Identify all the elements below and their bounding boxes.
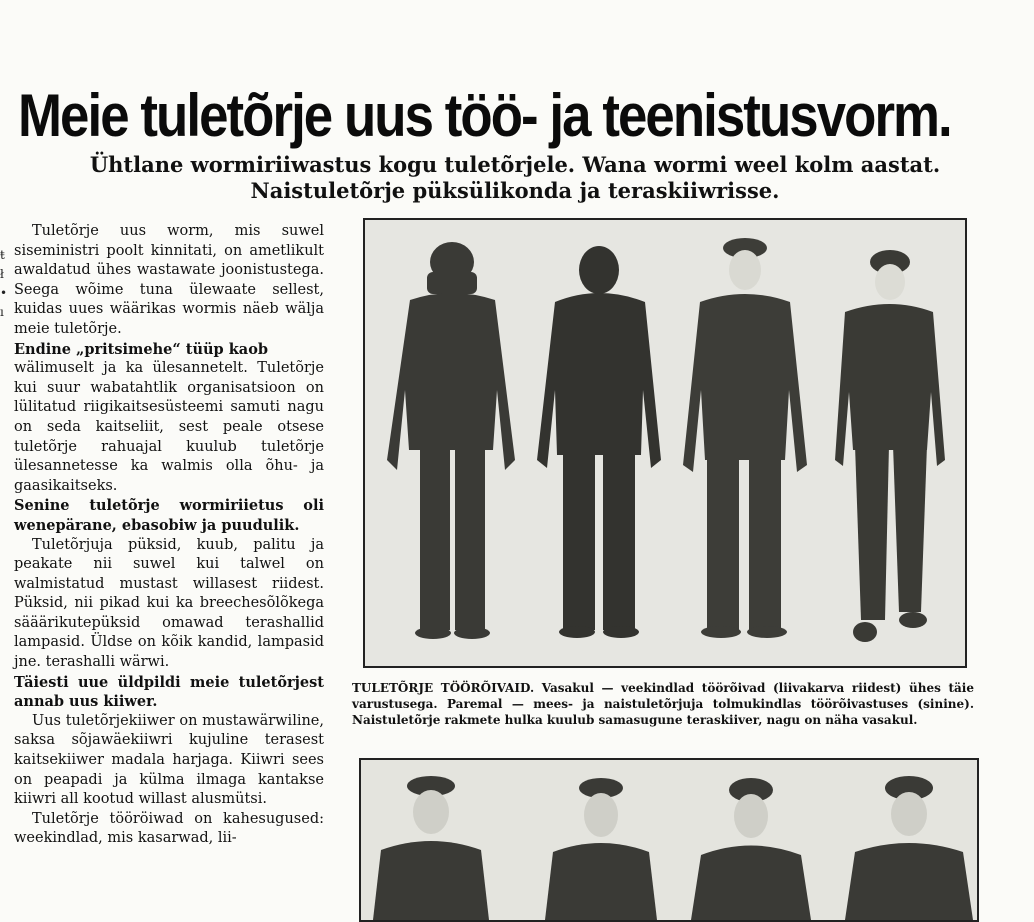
headline: Meie tuletõrje uus töö- ja teenistusvorm. bbox=[18, 82, 951, 149]
lead-line: Endine „pritsimehe“ tüüp kaob bbox=[14, 340, 268, 358]
margin-fragments: ŧ ł • ı bbox=[0, 248, 8, 319]
uniform-figures-illustration bbox=[365, 220, 965, 666]
uniform-photo-bottom bbox=[359, 758, 979, 922]
paragraph: Tuletõrje uus worm, mis suwel siseministri poolt kinnitati, on ametlikult awaldatud ühes wastawate joonistustega. Seega wõime tuna ülewaate sellest, kuidas uues wäärikas wormis näeb wälja meie tuletõrje. bbox=[14, 223, 324, 337]
officers-illustration bbox=[361, 760, 977, 920]
paragraph: wälimuselt ja ka ülesannetelt. Tuletõrje kui suur wabatahtlik organisatsioon on lülitatud riigikaitsesüsteemi samuti nagu on seda kaitseliit, sest peale otsese tuletõrje rahuajal kuulub tuletõrje ülesannetesse ka walmis olla õhu- ja gaasikaitseks. bbox=[14, 360, 324, 494]
subheadline: Ühtlane wormiriiwastus kogu tuletõrjele. Wana wormi weel kolm aastat. Naistuletõrje püksülikonda ja teraskiiwrisse. bbox=[89, 152, 941, 203]
paragraph: Tuletõrjuja püksid, kuub, palitu ja peakate nii suwel kui talwel on walmistatud mustast willasest riidest. Püksid, nii pikad kui ka breechesõlõkega sääärikutepüksid omawad terashallid lampasid. Üldse on kõik kandid, lampasid jne. terashalli wärwi. bbox=[14, 536, 324, 671]
article-body bbox=[14, 222, 324, 849]
lead-line: Senine tuletõrje wormiriietus oli wenepärane, ebasobiw ja puudulik. bbox=[14, 497, 324, 534]
paragraph: Uus tuletõrjekiiwer on mustawärwiline, saksa sõjawäekiiwri kujuline terasest kaitsekiiwer madala harjaga. Kiiwri sees on peapadi ja külma ilmaga kantakse kiiwri all kootud willast alusmütsi. bbox=[14, 712, 324, 808]
lead-line: Täiesti uue üldpildi meie tuletõrjest annab uus kiiwer. bbox=[14, 673, 324, 711]
uniform-photo-top bbox=[363, 218, 967, 668]
photo-caption: TULETÕRJE TÖÖRÕIVAID. Vasakul — veekindlad töörõivad (liivakarva riidest) ühes täie varustusega. Paremal — mees- ja naistuletõrjuja tolmukindlas töörõivastuses (sinine). Naistuletõrje rakmete hulka kuulub samasugune teraskiiver, nagu on näha vasakul. bbox=[352, 681, 974, 727]
paragraph: Tuletõrje tööröiwad on kahesugused: weekindlad, mis kasarwad, lii- bbox=[14, 810, 324, 847]
